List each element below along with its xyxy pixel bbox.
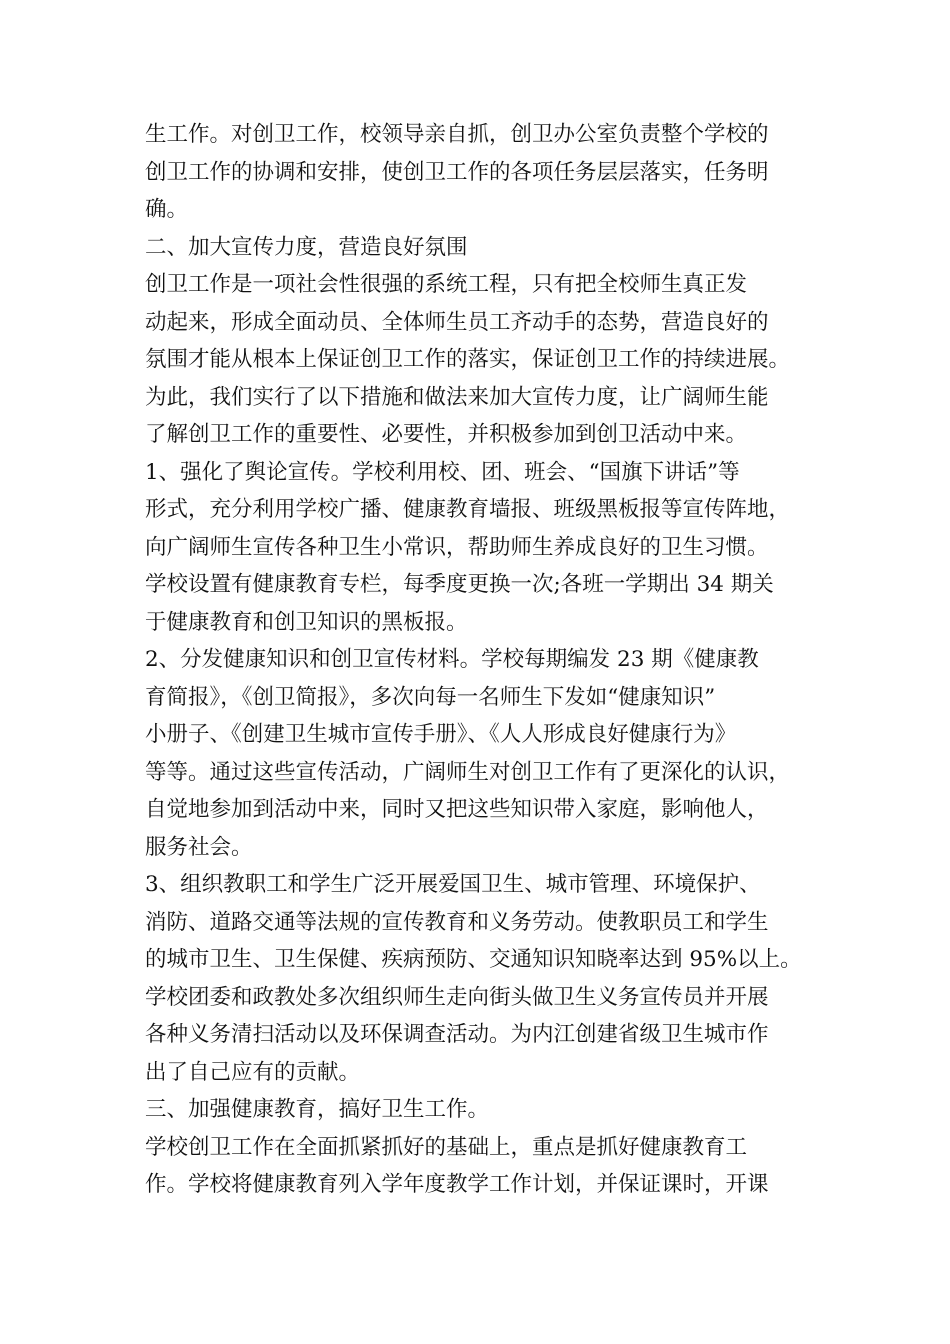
text-line: 2、分发健康知识和创卫宣传材料。学校每期编发 23 期《健康教: [145, 647, 759, 672]
section-heading: 三、加强健康教育，搞好卫生工作。: [145, 1097, 490, 1122]
text-line: 的城市卫生、卫生保健、疾病预防、交通知识知晓率达到 95%以上。: [145, 947, 802, 972]
text-line: 小册子、《创建卫生城市宣传手册》、《人人形成良好健康行为》: [145, 722, 737, 747]
text-line: 3、组织教职工和学生广泛开展爱国卫生、城市管理、环境保护、: [145, 872, 761, 897]
text-line: 1、强化了舆论宣传。学校利用校、团、班会、“国旗下讲话”等: [145, 459, 740, 485]
text-line: 于健康教育和创卫知识的黑板报。: [145, 609, 468, 635]
text-line: 创卫工作的协调和安排，使创卫工作的各项任务层层落实，任务明: [145, 159, 769, 185]
text-line: 学校设置有健康教育专栏，每季度更换一次;各班一学期出 34 期关: [145, 572, 774, 597]
text-line: 了解创卫工作的重要性、必要性，并积极参加到创卫活动中来。: [145, 422, 748, 447]
text-line: 出了自己应有的贡献。: [145, 1059, 361, 1085]
text-line: 作。学校将健康教育列入学年度教学工作计划，并保证课时，开课: [145, 1172, 769, 1197]
text-line: 动起来，形成全面动员、全体师生员工齐动手的态势，营造良好的: [145, 309, 769, 335]
text-line: 为此，我们实行了以下措施和做法来加大宣传力度，让广阔师生能: [145, 384, 769, 410]
section-heading: 二、加大宣传力度，营造良好氛围: [145, 234, 468, 260]
text-line: 向广阔师生宣传各种卫生小常识，帮助师生养成良好的卫生习惯。: [145, 534, 769, 560]
text-line: 等等。通过这些宣传活动，广阔师生对创卫工作有了更深化的认识，: [145, 759, 791, 785]
text-line: 自觉地参加到活动中来，同时又把这些知识带入家庭，影响他人，: [145, 797, 769, 822]
text-line: 生工作。对创卫工作，校领导亲自抓，创卫办公室负责整个学校的: [145, 122, 769, 147]
text-line: 消防、道路交通等法规的宣传教育和义务劳动。使教职员工和学生: [145, 909, 769, 935]
text-line: 创卫工作是一项社会性很强的系统工程，只有把全校师生真正发: [145, 272, 748, 297]
text-line: 确。: [145, 197, 189, 222]
text-line: 育简报》，《创卫简报》，多次向每一名师生下发如“健康知识”: [145, 684, 716, 710]
text-line: 学校团委和政教处多次组织师生走向街头做卫生义务宣传员并开展: [145, 984, 769, 1010]
document-body: [145, 116, 815, 1204]
text-line: 服务社会。: [145, 834, 253, 860]
text-line: 氛围才能从根本上保证创卫工作的落实，保证创卫工作的持续进展。: [145, 347, 791, 372]
text-line: 各种义务清扫活动以及环保调查活动。为内江创建省级卫生城市作: [145, 1022, 769, 1047]
text-line: 形式，充分利用学校广播、健康教育墙报、班级黑板报等宣传阵地，: [145, 497, 791, 522]
text-line: 学校创卫工作在全面抓紧抓好的基础上，重点是抓好健康教育工: [145, 1134, 748, 1160]
